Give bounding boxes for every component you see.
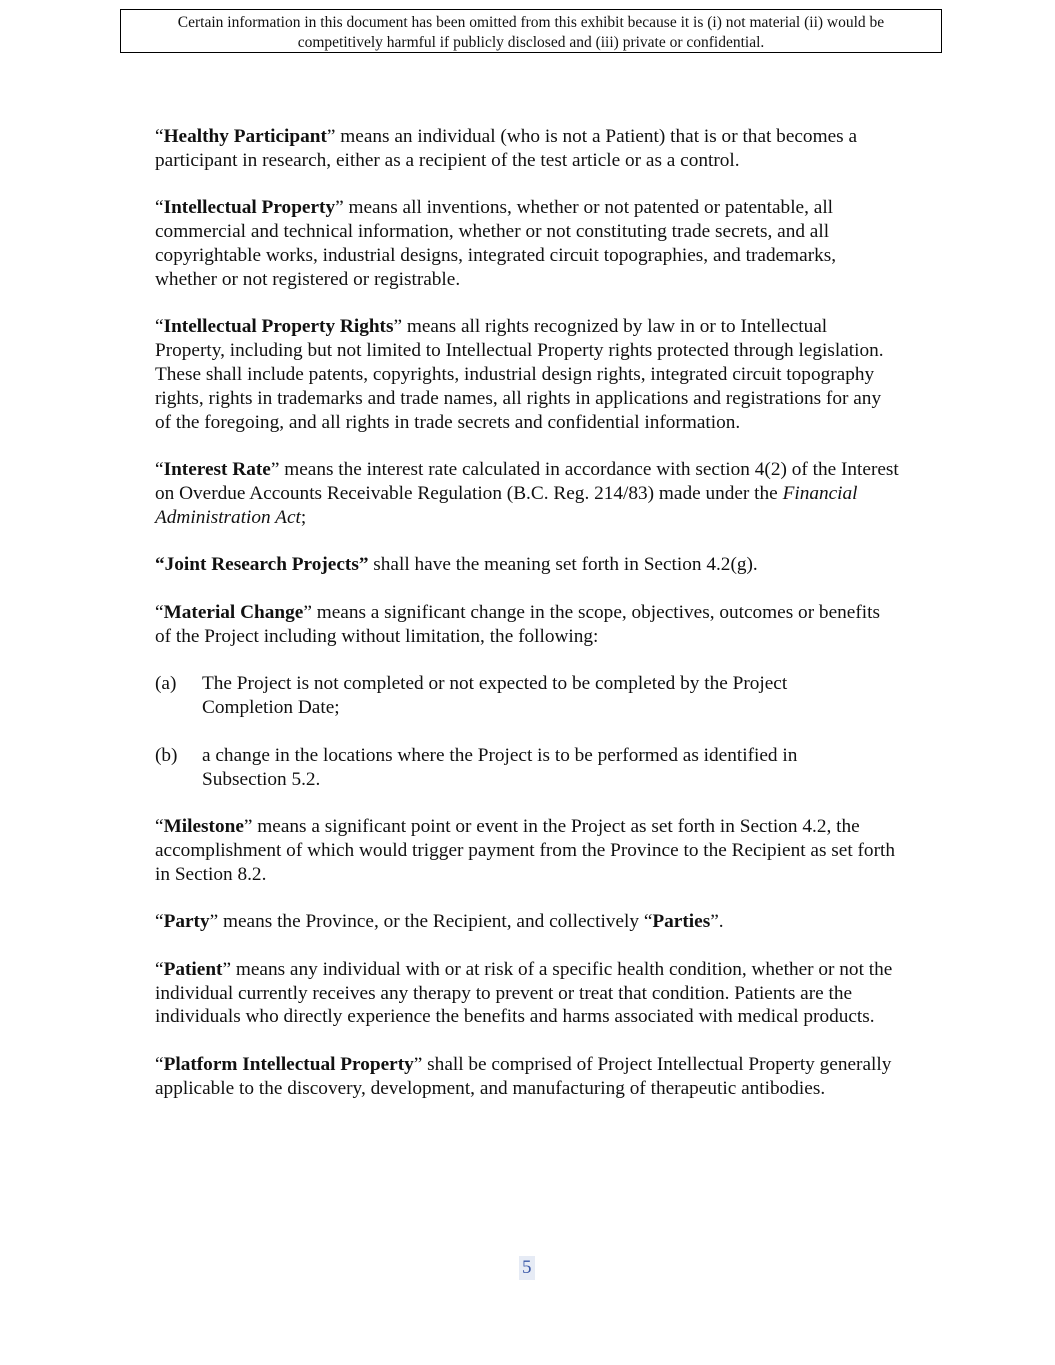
term-joint-research-projects: “Joint Research Projects” bbox=[155, 554, 369, 576]
term-interest-rate: Interest Rate bbox=[163, 459, 271, 481]
open-quote: “ bbox=[155, 958, 164, 980]
open-quote: “ bbox=[155, 601, 164, 623]
definition-end: ”. bbox=[710, 911, 724, 933]
open-quote: “ bbox=[155, 126, 164, 147]
definitions-body bbox=[155, 125, 900, 1124]
definition-text: ” means all inventions, whether or not patented or patentable, all commercial and technical information, whether or not constituting trade secrets, and all copyrightable works, industrial designs, integrated circuit topographies, and trademarks, whether or not registered or registrable. bbox=[155, 197, 837, 290]
item-text: The Project is not completed or not expected to be completed by the Project Completion Date; bbox=[202, 673, 788, 719]
definition-text: ” means any individual with or at risk of a specific health condition, whether or not the individual currently receives any therapy to prevent or treat that condition. Patients are the individuals who directly experience the benefits and harms associated with medical products. bbox=[155, 958, 893, 1028]
page-number: 5 bbox=[519, 1256, 535, 1280]
definition-text: ” means the Province, or the Recipient, and collectively “ bbox=[209, 911, 653, 933]
definition-text: ” means a significant point or event in the Project as set forth in Section 4.2, the accomplishment of which would trigger payment from the Province to the Recipient as set forth in Section 8.2. bbox=[155, 816, 895, 885]
term-intellectual-property-rights: Intellectual Property Rights bbox=[163, 316, 394, 338]
omission-notice bbox=[120, 9, 942, 53]
definition-platform-intellectual-property bbox=[155, 1053, 900, 1101]
definition-milestone bbox=[155, 815, 900, 886]
definition-text: shall have the meaning set forth in Section 4.2(g). bbox=[368, 554, 758, 576]
term-party: Party bbox=[163, 911, 210, 933]
definition-intellectual-property bbox=[155, 196, 900, 291]
term-platform-intellectual-property: Platform Intellectual Property bbox=[163, 1054, 414, 1076]
item-label: (a) bbox=[155, 673, 177, 695]
omission-notice-line-2: competitively harmful if publicly disclosed and (iii) private or confidential. bbox=[297, 34, 765, 51]
open-quote: “ bbox=[155, 197, 164, 219]
open-quote: “ bbox=[155, 1054, 164, 1076]
definition-end: ; bbox=[300, 506, 307, 528]
definition-text: ” means a significant change in the scope, objectives, outcomes or benefits of the Project including without limitation, the following: bbox=[155, 601, 880, 647]
definition-party bbox=[155, 910, 900, 934]
definition-text: ” means all rights recognized by law in or to Intellectual Property, including but not limited to Intellectual Property rights protected through legislation. These shall include patents, copyrights, industrial design rights, integrated circuit topography rights, rights in trademarks and trade names, all rights in applications and registrations for any of the foregoing, and all rights in trade secrets and confidential information. bbox=[155, 316, 884, 433]
item-label: (b) bbox=[155, 744, 178, 766]
item-text: a change in the locations where the Project is to be performed as identified in Subsection 5.2. bbox=[202, 744, 798, 790]
act-title: Financial Administration Act bbox=[155, 482, 858, 528]
open-quote: “ bbox=[155, 316, 164, 338]
definition-joint-research-projects bbox=[155, 553, 900, 577]
term-parties: Parties bbox=[652, 911, 711, 933]
definition-text: ” means the interest rate calculated in accordance with section 4(2) of the Interest on Overdue Accounts Receivable Regulation (B.C. Reg. 214/83) made under the bbox=[155, 459, 899, 504]
open-quote: “ bbox=[155, 816, 164, 838]
definition-text: ” means an individual (who is not a Patient) that is or that becomes a participant in research, either as a recipient of the test article or as a control. bbox=[155, 126, 858, 171]
term-healthy-participant: Healthy Participant bbox=[163, 126, 327, 147]
definition-intellectual-property-rights bbox=[155, 315, 900, 434]
term-intellectual-property: Intellectual Property bbox=[163, 197, 336, 219]
open-quote: “ bbox=[155, 459, 164, 481]
material-change-item-b bbox=[155, 744, 900, 792]
definition-material-change bbox=[155, 601, 900, 649]
definition-healthy-participant bbox=[155, 125, 900, 173]
omission-notice-line-1: Certain information in this document has been omitted from this exhibit because it is (i) not material (ii) would be bbox=[177, 14, 885, 31]
definition-interest-rate bbox=[155, 458, 900, 529]
term-milestone: Milestone bbox=[163, 816, 244, 838]
term-patient: Patient bbox=[163, 958, 223, 980]
material-change-item-a bbox=[155, 672, 900, 720]
term-material-change: Material Change bbox=[163, 601, 304, 623]
open-quote: “ bbox=[155, 911, 164, 933]
definition-text: ” shall be comprised of Project Intellectual Property generally applicable to the discovery, development, and manufacturing of therapeutic antibodies. bbox=[155, 1054, 892, 1099]
definition-patient bbox=[155, 958, 900, 1029]
